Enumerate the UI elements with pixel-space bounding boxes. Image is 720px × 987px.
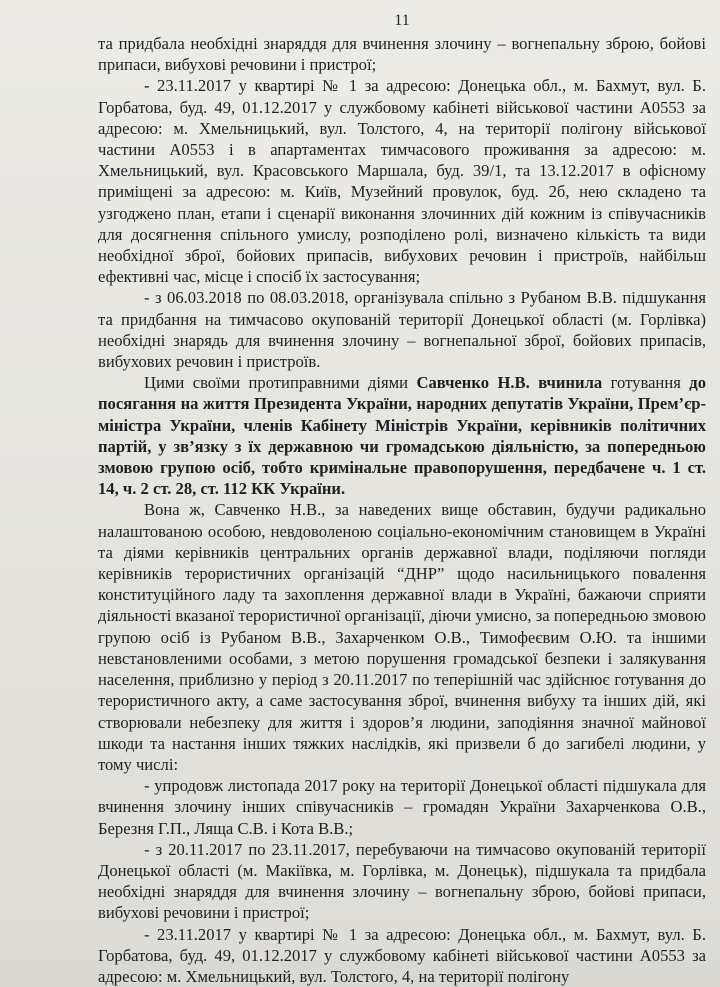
list-item: - упродовж листопада 2017 року на території Донецької області підшукала для вчинення злочину інших співучасників – громадян України Захарченкова О.В., Березня Г.П., Ляща С.В. і Кота В.В.; [98,776,706,838]
paragraph-continuation: та придбала необхідні знаряддя для вчинення злочину – вогнепальну зброю, бойові припаси, вибухові речовини і пристрої; [98,34,706,75]
page-number: 11 [394,12,410,29]
list-item: - 23.11.2017 у квартирі № 1 за адресою: Донецька обл., м. Бахмут, вул. Б. Горбатова, буд. 49, 01.12.2017 у службовому кабінеті військової частини А0553 за адресою: м. Хмельницький, вул. Толстого, 4, на території полігону [98,924,706,986]
text-run: Цими своїми протиправними діями [144,373,417,393]
paragraph-charge [98,372,706,499]
list-item: - 23.11.2017 у квартирі № 1 за адресою: Донецька обл., м. Бахмут, вул. Б. Горбатова, буд. 49, 01.12.2017 у службовому кабінеті військової частини А0553 за адресою: м. Хмельницький, вул. Толстого, 4, на території полігону військової частини А0553 і в апартаментах тимчасового проживання за адресою: м. Хмельницький, вул. Красовського Маршала, буд. 39/1, та 13.12.2017 в офісному приміщені за адресою: м. Київ, Музейний провулок, буд. 2б, нею складено та узгоджено план, етапи і сценарії виконання злочинних дій кожним із співучасників для досягнення спільного умислу, розподілено ролі, визначено кількість та види необхідної зброї, бойових припасів, вибухових речовин і пристроїв, найбільш ефективні час, місце і спосіб їх застосування; [98,76,706,287]
document-body [98,10,706,987]
paragraph: Вона ж, Савченко Н.В., за наведених вище обставин, будучи радикально налаштованою особою, невдоволеною соціально-економічним становищем в Україні та діями керівників центральних органів державної влади, поділяючи погляди керівників терористичних організацій “ДНР” щодо насильницького повалення конституційного ладу та захоплення державної влади в Україні, бажаючи сприяти діяльності вказаної терористичної організації, діючи умисно, за попередньою змовою групою осіб із Рубаном В.В., Захарченком О.В., Тимофеєвим О.Ю. та іншими невстановленими особами, з метою порушення громадської безпеки і залякування населення, приблизно у період з 20.11.2017 по теперішній час здійснює готування до терористичного акту, а саме застосування зброї, вчинення вибуху та інших дій, які створювали небезпеку для життя і здоров’я людини, заподіяння значної майнової шкоди та настання інших тяжких наслідків, які призвели б до загибелі людини, у тому числі: [98,500,706,774]
bold-text-run: до посягання на життя Президента України, народних депутатів України, Прем’єр-міністра України, членів Кабінету Міністрів України, керівників політичних партій, у зв’язку з їх державною чи громадською діяльністю, за попередньою змовою групою осіб, тобто кримінальне правопорушення, передбачене ч. 1 ст. 14, ч. 2 ст. 28, ст. 112 КК України. [98,373,706,499]
list-item: - з 20.11.2017 по 23.11.2017, перебуваючи на тимчасово окупованій території Донецької області (м. Макіївка, м. Горлівка, м. Донецьк), підшукала та придбала необхідні знаряддя для вчинення злочину – вогнепальну зброю, бойові припаси, вибухові речовини і пристрої; [98,839,706,923]
bold-text-run: Савченко Н.В. вчинила [416,373,603,393]
list-item: - з 06.03.2018 по 08.03.2018, організувала спільно з Рубаном В.В. підшукання та придбання на тимчасово окупованій території Донецької області (м. Горлівка) необхідні знарядь для вчинення злочину – вогнепальної зброї, бойових припасів, вибухових речовин і пристроїв. [98,288,706,372]
text-run: готування [602,373,690,393]
